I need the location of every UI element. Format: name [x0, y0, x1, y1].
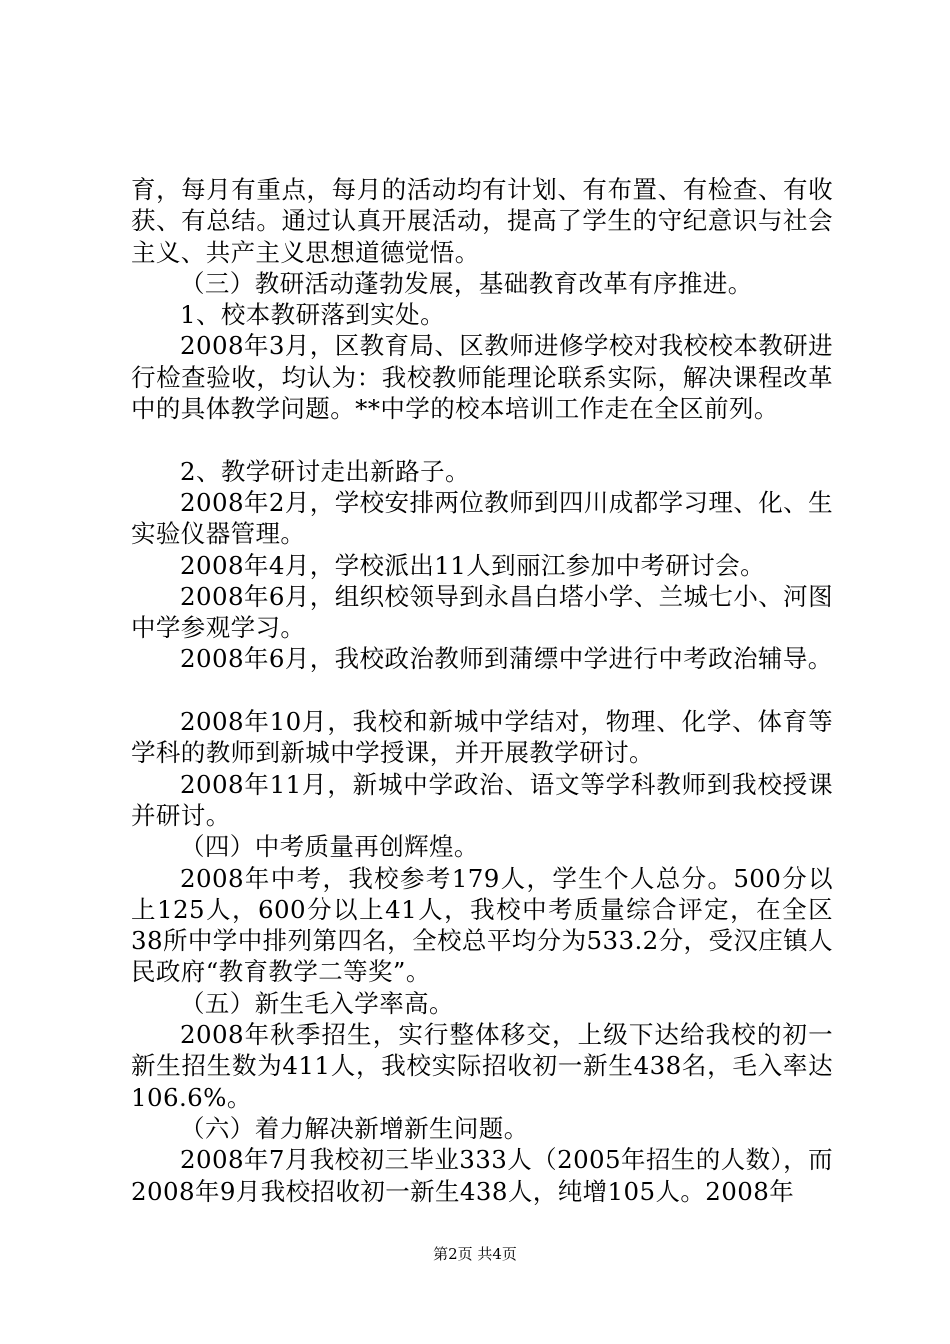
paragraph: 2008年11月，新城中学政治、语文等学科教师到我校授课并研讨。 — [131, 769, 833, 830]
paragraph: 育，每月有重点，每月的活动均有计划、有布置、有检查、有收获、有总结。通过认真开展活动，提高了学生的守纪意识与社会主义、共产主义思想道德觉悟。 — [131, 175, 833, 267]
document-body — [131, 174, 833, 1207]
paragraph: 2008年10月，我校和新城中学结对，物理、化学、体育等学科的教师到新城中学授课，并开展教学研讨。 — [131, 707, 833, 768]
paragraph-gap — [131, 675, 833, 706]
paragraph: （六）着力解决新增新生问题。 — [180, 1113, 529, 1143]
page-number: 第2页 共4页 — [433, 1245, 517, 1263]
page-footer — [0, 1244, 950, 1264]
paragraph: （四）中考质量再创辉煌。 — [180, 832, 479, 862]
paragraph: 2008年2月，学校安排两位教师到四川成都学习理、化、生实验仪器管理。 — [131, 487, 833, 549]
paragraph: 2008年秋季招生，实行整体移交，上级下达给我校的初一新生招生数为411人，我校实际招收初一新生438名，毛入率达106.6%。 — [131, 1020, 833, 1112]
paragraph-gap — [131, 424, 833, 455]
paragraph: 2008年7月我校初三毕业333人（2005年招生的人数），而2008年9月我校招收初一新生438人，纯增105人。2008年 — [131, 1145, 833, 1206]
paragraph: 2008年6月，组织校领导到永昌白塔小学、兰城七小、河图中学参观学习。 — [131, 581, 833, 643]
paragraph: 1、校本教研落到实处。 — [180, 300, 445, 330]
paragraph: 2、教学研讨走出新路子。 — [180, 456, 470, 486]
paragraph: 2008年3月，区教育局、区教师进修学校对我校校本教研进行检查验收，均认为：我校教师能理论联系实际，解决课程改革中的具体教学问题。**中学的校本培训工作走在全区前列。 — [131, 331, 833, 424]
paragraph: 2008年中考，我校参考179人，学生个人总分。500分以上125人，600分以上41人，我校中考质量综合评定，在全区38所中学中排列第四名，全校总平均分为533.2分，受汉庄镇人民政府“教育教学二等奖”。 — [131, 863, 833, 987]
paragraph: 2008年4月，学校派出11人到丽江参加中考研讨会。 — [180, 550, 766, 580]
paragraph: 2008年6月，我校政治教师到蒲缥中学进行中考政治辅导。 — [180, 644, 833, 674]
paragraph: （五）新生毛入学率高。 — [180, 988, 454, 1018]
paragraph: （三）教研活动蓬勃发展，基础教育改革有序推进。 — [180, 268, 753, 298]
